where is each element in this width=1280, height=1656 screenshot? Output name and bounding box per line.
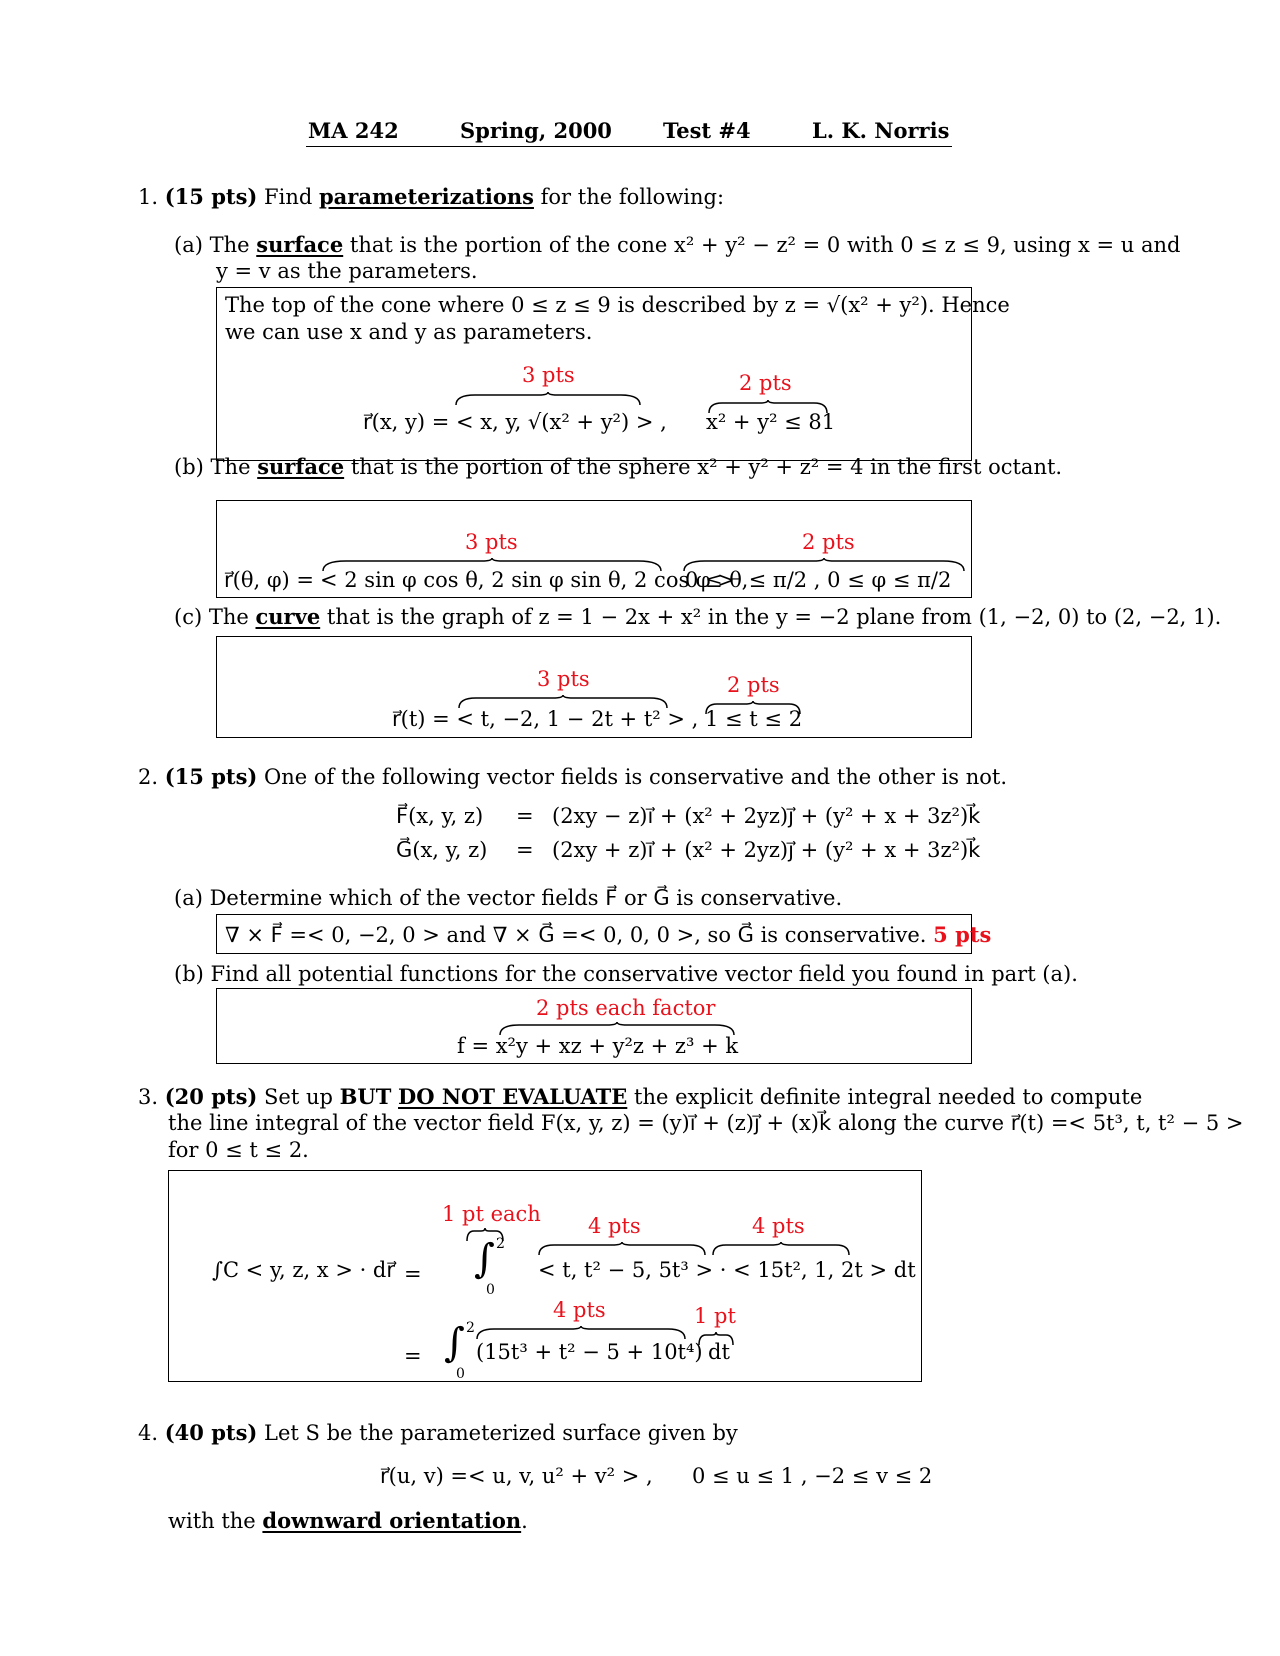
- q4-number: 4.: [138, 1421, 159, 1445]
- q2-G-lhs: G⃗(x, y, z): [396, 838, 488, 862]
- q3-integral-sign-1: ∫: [474, 1236, 495, 1282]
- q1a-domain: x² + y² ≤ 81: [706, 410, 836, 434]
- q1c-formula: r⃗(t) = < t, −2, 1 − 2t + t² > ,: [392, 707, 699, 731]
- q1a-t2: that is the portion of the cone x² + y² − z² = 0 with 0 ≤ z ≤ 9, using x = u and: [349, 233, 1181, 257]
- q3-prompt-line3: for 0 ≤ t ≤ 2.: [168, 1138, 309, 1162]
- q1a-formula: r⃗(x, y) = < x, y, √(x² + y²) > ,: [363, 410, 667, 434]
- q1c-prompt: [174, 604, 1221, 629]
- q3-t2: the explicit definite integral needed to compute: [634, 1085, 1143, 1109]
- q3-int2-upper: 2: [466, 1320, 475, 1336]
- q1-prompt: [138, 184, 724, 209]
- q3-brace-d: [476, 1326, 686, 1340]
- instructor: L. K. Norris: [812, 118, 950, 143]
- q3-brace-a-label: 1 pt each: [442, 1202, 541, 1226]
- q4-text: Let S be the parameterized surface given by: [264, 1421, 738, 1445]
- course: MA 242: [308, 118, 399, 143]
- q1a-brace2-label: 2 pts: [739, 371, 792, 395]
- q2b-brace-label: 2 pts each factor: [536, 996, 716, 1020]
- q3-row2-dt: dt: [708, 1340, 730, 1364]
- q1a-prompt: [174, 232, 1180, 257]
- q1c-t2: that is the graph of z = 1 − 2x + x² in the y = −2 plane from (1, −2, 0) to (2, −2, 1).: [326, 605, 1222, 629]
- q4-points: (40 pts): [164, 1420, 258, 1445]
- q1c-t1: The: [208, 605, 249, 629]
- q1a-answer-line2: we can use x and y as parameters.: [225, 320, 593, 344]
- q3-integral-sign-2: ∫: [444, 1320, 465, 1366]
- q3-brace-b-label: 4 pts: [588, 1214, 641, 1238]
- q4-prompt: [138, 1420, 738, 1445]
- q3-brace-e-label: 1 pt: [694, 1304, 736, 1328]
- q1c-label: (c): [174, 605, 203, 629]
- q1-points: (15 pts): [164, 184, 258, 209]
- q1a-keyword: surface: [256, 232, 344, 257]
- q3-t1: Set up: [264, 1085, 333, 1109]
- q2a-prompt: [174, 886, 842, 910]
- q2-text: One of the following vector fields is conservative and the other is not.: [264, 765, 1008, 789]
- q4-orientation: [168, 1508, 528, 1533]
- q3-eq1: =: [404, 1262, 422, 1286]
- q3-int1-lower: 0: [486, 1282, 495, 1298]
- q3-number: 3.: [138, 1085, 159, 1109]
- q2-G-rhs: (2xy + z)i⃗ + (x² + 2yz)j⃗ + (y² + x + 3z²)k⃗: [552, 838, 981, 862]
- q2-G-eq: =: [516, 838, 534, 862]
- q4-end: .: [521, 1509, 528, 1533]
- q2-F-eq: =: [516, 804, 534, 828]
- q3-int1-upper: 2: [496, 1236, 505, 1252]
- q3-row2: (15t³ + t² − 5 + 10t⁴): [476, 1340, 703, 1364]
- header-rule: [306, 146, 952, 147]
- q2-F-rhs: (2xy − z)i⃗ + (x² + 2yz)j⃗ + (y² + x + 3z²)k⃗: [552, 804, 981, 828]
- q3-eq2: =: [404, 1344, 422, 1368]
- q2a-label: (a): [174, 886, 203, 910]
- q2-points: (15 pts): [164, 764, 258, 789]
- q1b-domain: 0 ≤ θ ≤ π/2 , 0 ≤ φ ≤ π/2: [685, 568, 952, 592]
- q1a-prompt-line2: y = v as the parameters.: [216, 259, 478, 283]
- q3-prompt: [138, 1084, 1142, 1109]
- q1b-brace1-label: 3 pts: [465, 530, 518, 554]
- q1b-t2: that is the portion of the sphere x² + y² + z² = 4 in the first octant.: [350, 455, 1063, 479]
- q2b-text: Find all potential functions for the conservative vector field you found in part (a).: [210, 962, 1078, 986]
- q1b-brace2-label: 2 pts: [802, 530, 855, 554]
- q3-points: (20 pts): [164, 1084, 258, 1109]
- q3-row1: < t, t² − 5, 5t³ > · < 15t², 1, 2t > dt: [538, 1258, 916, 1282]
- q1-intro-a: Find: [264, 185, 313, 209]
- q1c-keyword: curve: [255, 604, 321, 629]
- q4-domain: 0 ≤ u ≤ 1 , −2 ≤ v ≤ 2: [692, 1464, 933, 1488]
- q1a-t1: The: [209, 233, 250, 257]
- q1b-label: (b): [174, 455, 204, 479]
- q2a-text: Determine which of the vector fields F⃗ or G⃗ is conservative.: [209, 886, 843, 910]
- q1b-formula: < 2 sin φ cos θ, 2 sin φ sin θ, 2 cos φ > ,: [320, 568, 749, 592]
- q3-brace-c: [712, 1242, 850, 1256]
- q1a-brace1: [455, 392, 641, 406]
- q1-intro-c: for the following:: [540, 185, 725, 209]
- q2b-answer: f = x²y + xz + y²z + z³ + k: [457, 1034, 739, 1058]
- q1-number: 1.: [138, 185, 159, 209]
- q1a-brace1-label: 3 pts: [522, 363, 575, 387]
- q1a-label: (a): [174, 233, 203, 257]
- q2a-points: 5 pts: [933, 922, 992, 947]
- q4-with: with the: [168, 1509, 256, 1533]
- q1c-brace2-label: 2 pts: [727, 673, 780, 697]
- q2b-prompt: [174, 962, 1078, 986]
- term: Spring, 2000: [460, 118, 612, 143]
- q1b-prompt: [174, 454, 1062, 479]
- q2-F-lhs: F⃗(x, y, z): [396, 804, 484, 828]
- q4-formula: r⃗(u, v) =< u, v, u² + v² > ,: [380, 1464, 653, 1488]
- q3-keyword2: DO NOT EVALUATE: [398, 1084, 628, 1109]
- q1b-keyword: surface: [257, 454, 345, 479]
- q1b-t1: The: [210, 455, 251, 479]
- q2-prompt: [138, 764, 1007, 789]
- q1-keyword: parameterizations: [319, 184, 534, 209]
- q3-lhs: ∫C < y, z, x > · dr⃗: [212, 1258, 396, 1282]
- q3-int2-lower: 0: [456, 1366, 465, 1382]
- q2-number: 2.: [138, 765, 159, 789]
- q3-keyword1: BUT: [339, 1084, 392, 1109]
- test-number: Test #4: [663, 118, 751, 143]
- q2b-label: (b): [174, 962, 204, 986]
- q3-prompt-line2: the line integral of the vector field F(x, y, z) = (y)i⃗ + (z)j⃗ + (x)k⃗ along the curve r⃗(t) =< 5t³, t, t² − 5 >: [168, 1111, 1244, 1135]
- q1c-domain: 1 ≤ t ≤ 2: [705, 707, 803, 731]
- q3-brace-d-label: 4 pts: [553, 1298, 606, 1322]
- q3-brace-c-label: 4 pts: [752, 1214, 805, 1238]
- q2a-answer-text: ∇ × F⃗ =< 0, −2, 0 > and ∇ × G⃗ =< 0, 0, 0 >, so G⃗ is conservative.: [225, 923, 927, 947]
- q1c-brace1-label: 3 pts: [537, 667, 590, 691]
- q1a-answer-line1: The top of the cone where 0 ≤ z ≤ 9 is described by z = √(x² + y²). Hence: [225, 293, 1010, 317]
- q4-keyword: downward orientation: [262, 1508, 522, 1533]
- q3-brace-b: [538, 1242, 706, 1256]
- q2a-answer: [225, 922, 991, 947]
- q1b-formula-lhs: r⃗(θ, φ) =: [224, 568, 314, 592]
